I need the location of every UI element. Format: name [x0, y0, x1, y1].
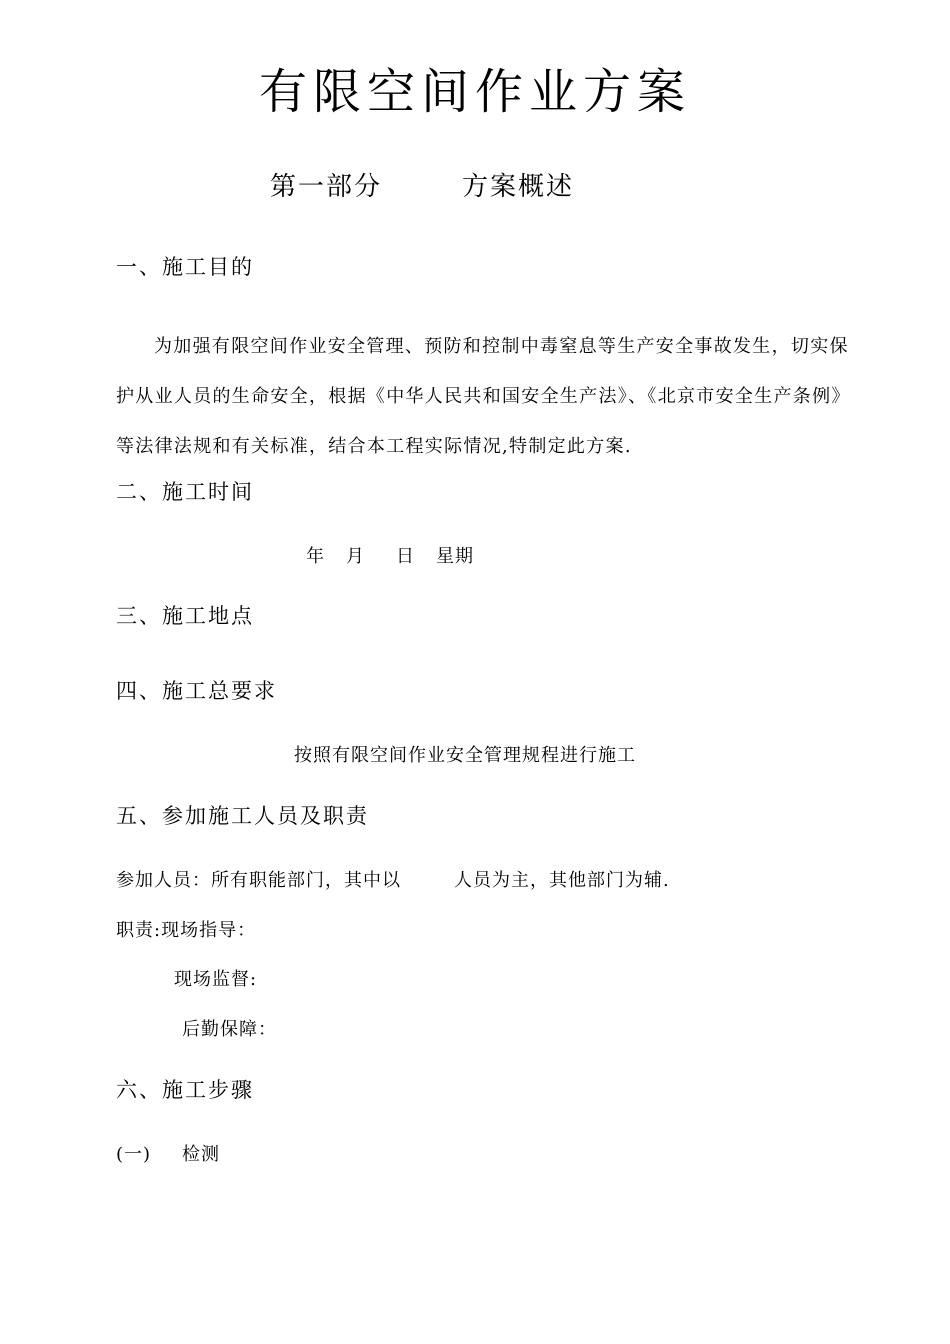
- date-year: 年: [306, 546, 325, 567]
- section-heading-location: 三、施工地点: [116, 604, 254, 628]
- step-text: 检测: [182, 1144, 220, 1165]
- duty-supervision: 现场监督:: [174, 969, 258, 990]
- section-heading-personnel: 五、参加施工人员及职责: [116, 804, 369, 828]
- section-heading-time: 二、施工时间: [116, 480, 254, 504]
- date-day: 日: [396, 546, 415, 567]
- part-title: 方案概述: [462, 172, 575, 202]
- document-title: 有限空间作业方案: [258, 64, 691, 120]
- participants-text-a: 参加人员：所有职能部门，其中以: [116, 870, 401, 891]
- date-weekday: 星期: [436, 546, 474, 567]
- step-number: (一): [116, 1144, 152, 1165]
- purpose-paragraph: 为加强有限空间作业安全管理、预防和控制中毒窒息等生产安全事故发生，切实保护从业人员的生命安全，根据《中华人民共和国安全生产法》、《北京市安全生产条例》等法律法规和有关标准，结合本工程实际情况,特制定此方案.: [116, 336, 849, 457]
- part-label: 第一部分: [270, 172, 383, 202]
- duty-guidance: 职责:现场指导：: [116, 920, 257, 941]
- section-heading-purpose: 一、施工目的: [116, 255, 254, 279]
- duty-logistics: 后勤保障：: [182, 1019, 277, 1040]
- section-heading-requirements: 四、施工总要求: [116, 679, 277, 703]
- date-month: 月: [346, 546, 365, 567]
- participants-text-b: 人员为主，其他部门为辅.: [454, 870, 670, 891]
- section-heading-steps: 六、施工步骤: [116, 1078, 254, 1102]
- requirements-text: 按照有限空间作业安全管理规程进行施工: [294, 745, 636, 766]
